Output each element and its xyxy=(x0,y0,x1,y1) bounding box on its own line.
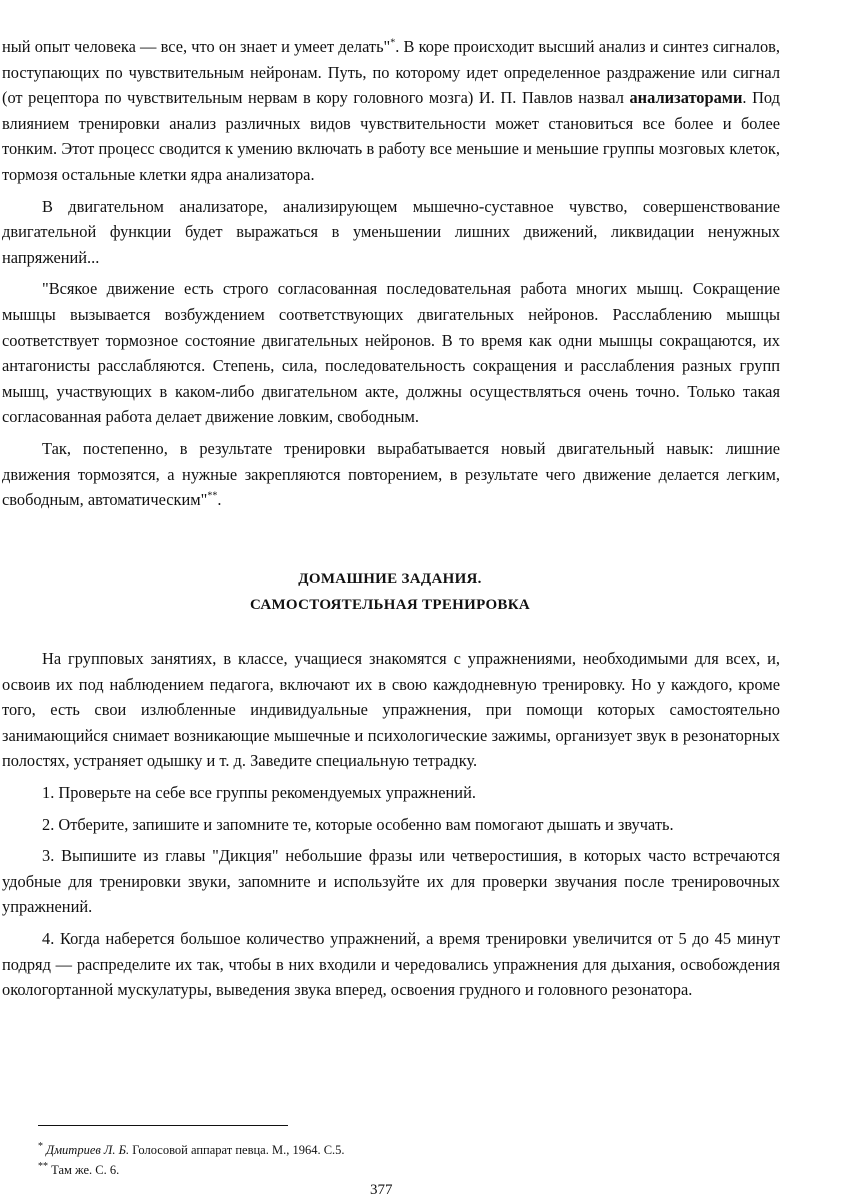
footnote-ref: ** xyxy=(207,490,218,502)
list-item: 3. Выпишите из главы "Дикция" небольшие фразы или четверостишия, в которых часто встречаются удобные для тренировки звуки, запомните и используйте их для проверки звучания после тренировочных упражнений. xyxy=(2,846,780,917)
page-number: 377 xyxy=(370,1182,393,1198)
body-text-top xyxy=(2,34,780,519)
footnote-divider xyxy=(38,1125,288,1126)
bold-term: анализаторами xyxy=(629,88,743,108)
paragraph: В двигательном анализаторе, анализирующем мышечно-суставное чувство, совершенствование двигательной функции будет выражаться в уменьшении лишних движений, ликвидации ненужных напряжений... xyxy=(2,196,780,267)
paragraph: ный опыт человека — все, что он знает и умеет делать"*. В коре происходит высший анализ и синтез сигналов, поступающих по чувствительным нейронам. Путь, по которому идет определенное раздражение или сигнал (от рецептора по чувствительным нервам в кору головного мозга) И. П. Павлов назвал анализаторами. Под влиянием тренировки анализ различных видов чувствительности может становиться все более и более тонким. Этот процесс сводится к умению включать в работу все меньшие и меньшие группы мозговых клеток, тормозя остальные клетки ядра анализатора. xyxy=(2,37,780,184)
footnote-author: Дмитриев Л. Б. xyxy=(46,1143,130,1157)
list-item: 2. Отберите, запишите и запомните те, которые особенно вам помогают дышать и звучать. xyxy=(42,814,674,834)
section-heading-line-1: ДОМАШНИЕ ЗАДАНИЯ. xyxy=(298,571,482,587)
list-item: 4. Когда наберется большое количество упражнений, а время тренировки увеличится от 5 до 45 минут подряд — распределите их так, чтобы в них входили и чередовались упражнения для дыхания, освобождения окологортанной мускулатуры, выведения звука вперед, освоения грудного и головного резонатора. xyxy=(2,928,780,1000)
paragraph: "Всякое движение есть строго согласованная последовательная работа многих мышц. Сокращение мышцы вызывается возбуждением соответствующих двигательных нейронов. Расслаблению мышцы соответствует тормозное состояние двигательных нейронов. В то время как одни мышцы сокращаются, их антагонисты расслабляются. Степень, сила, последовательность сокращения и расслабления разных групп мышц, участвующих в каком-либо двигательном акте, должны осуществляться очень точно. Только такая согласованная работа делает движение ловким, свободным. xyxy=(2,279,780,427)
section-heading-line-2: САМОСТОЯТЕЛЬНАЯ ТРЕНИРОВКА xyxy=(249,597,531,613)
footnote: ** Там же. С. 6. xyxy=(38,1160,120,1177)
paragraph: На групповых занятиях, в классе, учащиеся знакомятся с упражнениями, необходимыми для всех, и, освоив их под наблюдением педагога, включают их в свою каждодневную тренировку. Но у каждого, кроме того, есть свои излюбленные индивидуальные упражнения, при помощи которых самостоятельно занимающийся снимает возникающие мышечные и психологические зажимы, организует звук в резонаторных полостях, устраняет одышку и т. д. Заведите специальную тетрадку. xyxy=(2,649,780,771)
footnote-ref: * xyxy=(390,37,396,49)
paragraph: Так, постепенно, в результате тренировки вырабатывается новый двигательный навык: лишние движения тормозятся, а нужные закрепляются повторением, в результате чего движение делается легким, свободным, автоматическим"**. xyxy=(2,438,780,510)
body-text-bottom xyxy=(2,646,780,1009)
list-item: 1. Проверьте на себе все группы рекомендуемых упражнений. xyxy=(42,782,476,802)
footnote: * Дмитриев Л. Б. Голосовой аппарат певца. М., 1964. С.5. xyxy=(38,1140,345,1157)
